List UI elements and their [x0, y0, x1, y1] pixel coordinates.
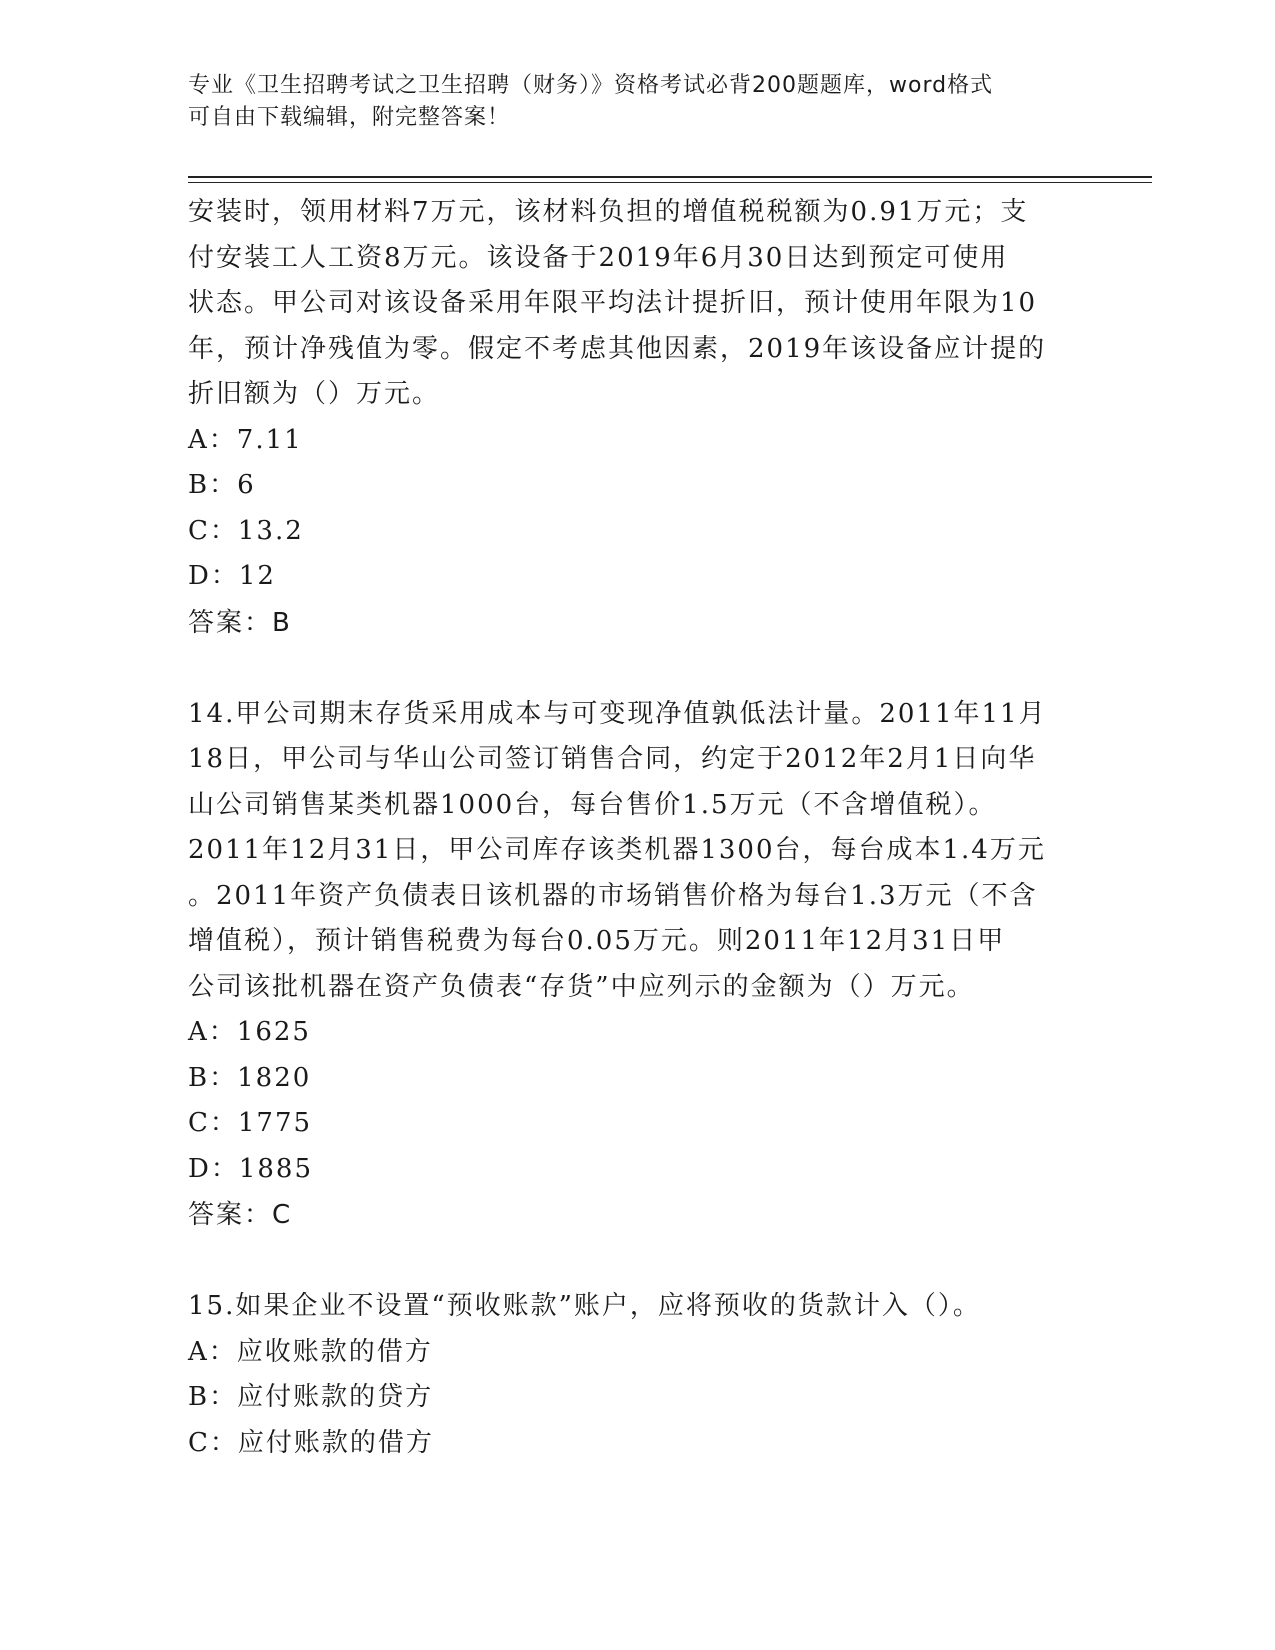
- option-b: B：应付账款的贷方: [188, 1382, 434, 1412]
- question-text: 付安装工人工资8万元。该设备于2019年6月30日达到预定可使用: [188, 242, 1009, 273]
- document-header: [188, 70, 1068, 134]
- header-rule-thin: [188, 182, 1152, 183]
- header-line-1: 专业《卫生招聘考试之卫生招聘（财务）》资格考试必背200题题库，word格式: [188, 73, 994, 98]
- option-c: C：应付账款的借方: [188, 1427, 434, 1458]
- question-text: 。2011年资产负债表日该机器的市场销售价格为每台1.3万元（不含: [188, 880, 1038, 911]
- question-text: 安装时，领用材料7万元，该材料负担的增值税税额为0.91万元；支: [188, 197, 1029, 227]
- answer: 答案：B: [188, 607, 292, 638]
- option-b: B：1820: [188, 1062, 312, 1093]
- option-d: D：12: [188, 561, 276, 591]
- question-text: 18日，甲公司与华山公司签订销售合同，约定于2012年2月1日向华: [188, 744, 1037, 774]
- question-text: 年，预计净残值为零。假定不考虑其他因素，2019年该设备应计提的: [188, 333, 1047, 364]
- spacer: [188, 1238, 1088, 1284]
- option-a: A：应收账款的借方: [188, 1336, 433, 1367]
- answer: 答案：C: [188, 1200, 293, 1230]
- question-text: 状态。甲公司对该设备采用年限平均法计提折旧，预计使用年限为10: [188, 288, 1038, 318]
- option-d: D：1885: [188, 1153, 314, 1184]
- option-b: B：6: [188, 470, 256, 500]
- question-13: [188, 190, 1088, 646]
- option-c: C：13.2: [188, 515, 304, 546]
- question-text: 折旧额为（）万元。: [188, 379, 441, 409]
- question-text: 2011年12月31日，甲公司库存该类机器1300台，每台成本1.4万元: [188, 835, 1046, 865]
- document-body: [188, 190, 1088, 1466]
- header-rule-thick: [188, 176, 1152, 178]
- spacer: [188, 646, 1088, 692]
- question-text: 增值税），预计销售税费为每台0.05万元。则2011年12月31日甲: [188, 926, 1006, 956]
- header-line-2: 可自由下载编辑，附完整答案！: [188, 105, 511, 130]
- option-c: C：1775: [188, 1108, 313, 1138]
- question-text: 山公司销售某类机器1000台，每台售价1.5万元（不含增值税）。: [188, 789, 997, 820]
- question-text: 14.甲公司期末存货采用成本与可变现净值孰低法计量。2011年11月: [188, 698, 1047, 729]
- question-text: 公司该批机器在资产负债表“存货”中应列示的金额为（）万元。: [188, 971, 975, 1002]
- question-15: [188, 1284, 1088, 1466]
- option-a: A：7.11: [188, 424, 303, 455]
- question-14: [188, 692, 1088, 1239]
- question-text: 15.如果企业不设置“预收账款”账户，应将预收的货款计入（）。: [188, 1291, 981, 1321]
- option-a: A：1625: [188, 1017, 311, 1047]
